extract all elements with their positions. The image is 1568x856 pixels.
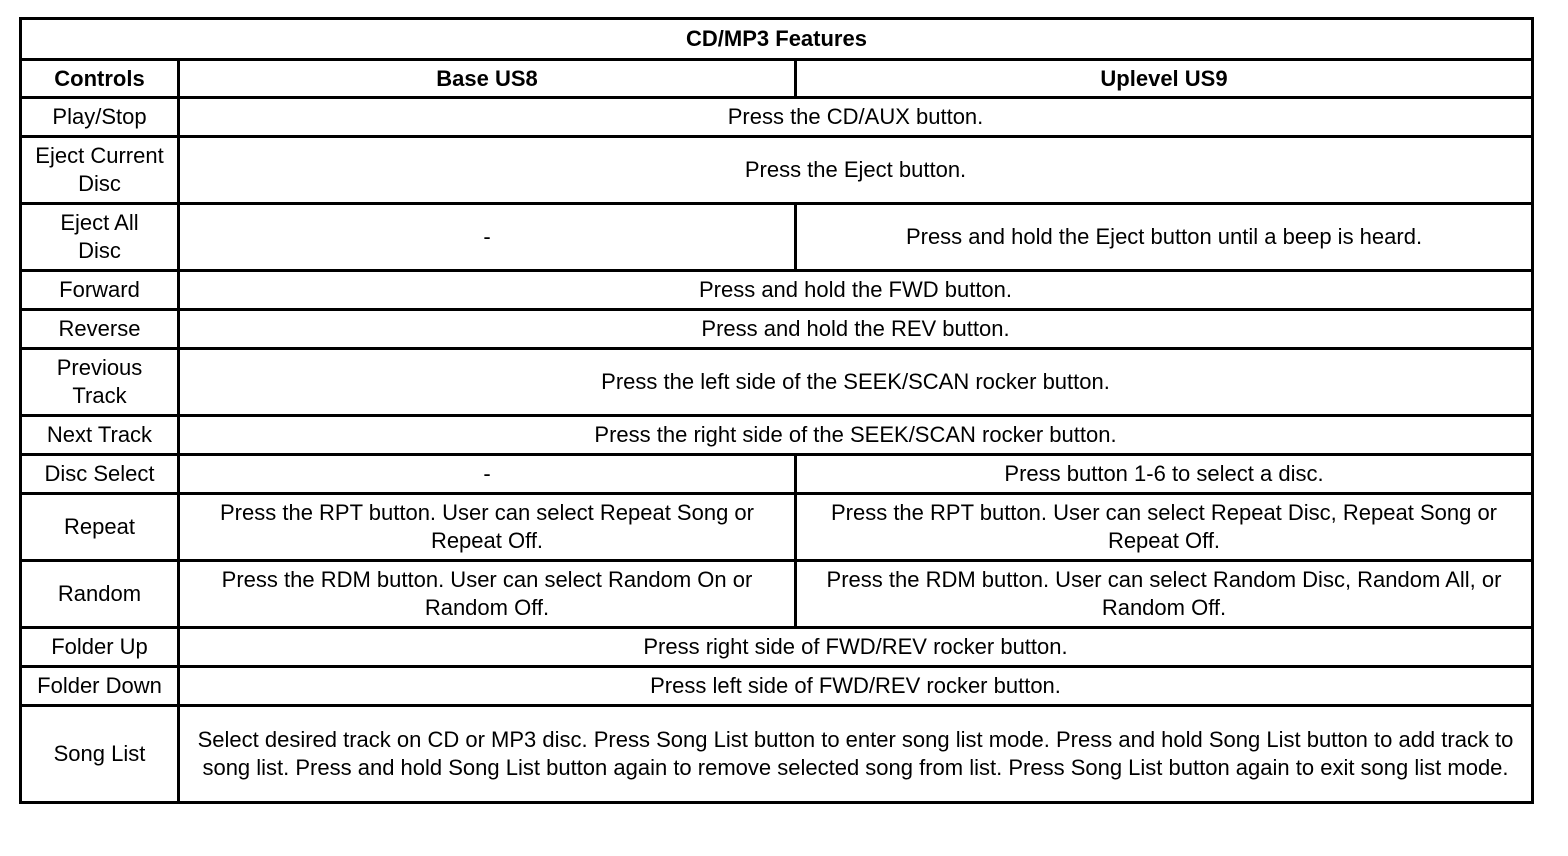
control-cell: Song List xyxy=(21,706,179,803)
table-row xyxy=(21,204,1533,271)
base-cell: - xyxy=(179,455,796,494)
control-cell: Folder Up xyxy=(21,628,179,667)
control-cell: Reverse xyxy=(21,310,179,349)
table-row xyxy=(21,455,1533,494)
header-base-us8: Base US8 xyxy=(179,60,796,98)
table-row xyxy=(21,706,1533,803)
description-cell: Press right side of FWD/REV rocker button. xyxy=(179,628,1533,667)
table-title: CD/MP3 Features xyxy=(21,19,1533,60)
uplevel-cell: Press and hold the Eject button until a beep is heard. xyxy=(796,204,1533,271)
control-cell: Previous Track xyxy=(21,349,179,416)
description-cell: Press the left side of the SEEK/SCAN rocker button. xyxy=(179,349,1533,416)
table-row xyxy=(21,98,1533,137)
control-cell: Eject Current Disc xyxy=(21,137,179,204)
control-cell: Folder Down xyxy=(21,667,179,706)
base-cell: Press the RDM button. User can select Random On or Random Off. xyxy=(179,561,796,628)
table-header-row xyxy=(21,60,1533,98)
control-cell: Play/Stop xyxy=(21,98,179,137)
table-row xyxy=(21,667,1533,706)
control-cell: Forward xyxy=(21,271,179,310)
control-cell: Next Track xyxy=(21,416,179,455)
table-row xyxy=(21,416,1533,455)
table-row xyxy=(21,271,1533,310)
table-row xyxy=(21,349,1533,416)
description-cell: Press the CD/AUX button. xyxy=(179,98,1533,137)
table-row xyxy=(21,561,1533,628)
description-cell: Select desired track on CD or MP3 disc. Press Song List button to enter song list mode. Press and hold Song List button to add track to song list. Press and hold Song List button again to remove selected song from list. Press Song List button again to exit song list mode. xyxy=(179,706,1533,803)
cd-mp3-features-table xyxy=(19,17,1534,804)
uplevel-cell: Press button 1-6 to select a disc. xyxy=(796,455,1533,494)
control-cell: Repeat xyxy=(21,494,179,561)
control-cell: Random xyxy=(21,561,179,628)
table-row xyxy=(21,310,1533,349)
description-cell: Press and hold the FWD button. xyxy=(179,271,1533,310)
base-cell: - xyxy=(179,204,796,271)
control-cell: Eject All Disc xyxy=(21,204,179,271)
description-cell: Press and hold the REV button. xyxy=(179,310,1533,349)
header-uplevel-us9: Uplevel US9 xyxy=(796,60,1533,98)
description-cell: Press left side of FWD/REV rocker button. xyxy=(179,667,1533,706)
description-cell: Press the Eject button. xyxy=(179,137,1533,204)
header-controls: Controls xyxy=(21,60,179,98)
table-row xyxy=(21,137,1533,204)
table-row xyxy=(21,628,1533,667)
table-row xyxy=(21,494,1533,561)
control-cell: Disc Select xyxy=(21,455,179,494)
base-cell: Press the RPT button. User can select Repeat Song or Repeat Off. xyxy=(179,494,796,561)
description-cell: Press the right side of the SEEK/SCAN rocker button. xyxy=(179,416,1533,455)
uplevel-cell: Press the RPT button. User can select Repeat Disc, Repeat Song or Repeat Off. xyxy=(796,494,1533,561)
table-title-row xyxy=(21,19,1533,60)
uplevel-cell: Press the RDM button. User can select Random Disc, Random All, or Random Off. xyxy=(796,561,1533,628)
